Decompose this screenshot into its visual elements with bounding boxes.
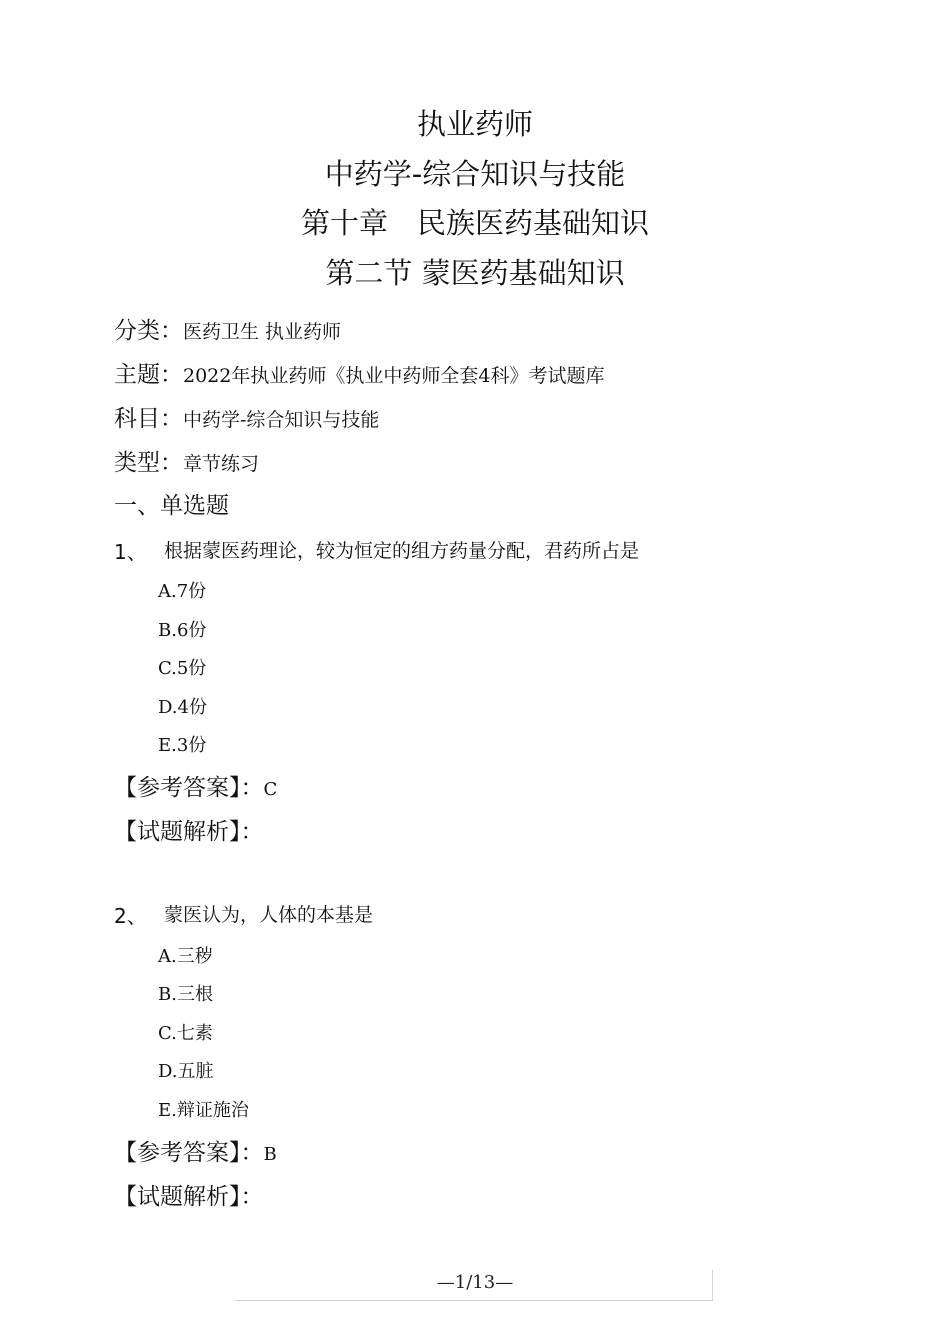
meta-category <box>114 312 341 345</box>
question-1-option-c: C.5份 <box>158 658 207 679</box>
question-2-option-b: B.三根 <box>158 984 213 1005</box>
answer-label: 【参考答案】： <box>114 775 264 801</box>
meta-category-label: 分类： <box>114 318 183 344</box>
question-2-answer-value: B <box>263 1144 277 1165</box>
question-2-option-a: A.三秽 <box>158 946 213 967</box>
question-1-option-e: E.3份 <box>158 735 207 756</box>
meta-category-value: 医药卫生 执业药师 <box>183 321 342 343</box>
question-2-option-c: C.七素 <box>158 1023 213 1044</box>
meta-type-label: 类型： <box>114 450 183 476</box>
document-title-section: 第二节 蒙医药基础知识 <box>325 256 625 290</box>
footer-divider <box>235 1300 713 1301</box>
document-title-subject: 中药学-综合知识与技能 <box>324 157 626 191</box>
meta-topic-label: 主题： <box>114 362 183 388</box>
meta-subject-value: 中药学-综合知识与技能 <box>183 409 380 431</box>
answer-label: 【参考答案】： <box>114 1140 264 1166</box>
question-1-number: 1、 <box>114 540 147 564</box>
question-1-analysis <box>114 813 264 846</box>
question-2-analysis <box>114 1178 264 1211</box>
question-1-option-b: B.6份 <box>158 620 207 641</box>
meta-subject-label: 科目： <box>114 406 183 432</box>
document-title-exam: 执业药师 <box>416 107 533 141</box>
analysis-label: 【试题解析】： <box>114 1184 264 1210</box>
question-1-answer-value: C <box>263 779 278 800</box>
analysis-label: 【试题解析】： <box>114 819 264 845</box>
meta-topic <box>114 356 604 389</box>
question-2-answer <box>114 1134 277 1167</box>
question-1-option-a: A.7份 <box>158 581 207 602</box>
question-1-option-d: D.4份 <box>158 697 207 718</box>
meta-type-value: 章节练习 <box>183 453 260 475</box>
document-title-chapter: 第十章 民族医药基础知识 <box>300 206 649 240</box>
footer-divider-vertical <box>712 1270 713 1300</box>
question-1-answer <box>114 769 277 802</box>
meta-type <box>114 444 259 477</box>
question-2-option-d: D.五脏 <box>158 1061 214 1082</box>
question-2-option-e: E.辩证施治 <box>158 1100 249 1121</box>
page-indicator: —1/13— <box>436 1272 514 1293</box>
meta-topic-value: 2022年执业药师《执业中药师全套4科》考试题库 <box>183 365 605 387</box>
question-2-number: 2、 <box>114 904 147 928</box>
question-1-text: 根据蒙医药理论，较为恒定的组方药量分配，君药所占是 <box>164 540 640 562</box>
question-2-text: 蒙医认为，人体的本基是 <box>164 904 374 926</box>
section-heading: 一、单选题 <box>114 493 229 519</box>
meta-subject <box>114 400 379 433</box>
